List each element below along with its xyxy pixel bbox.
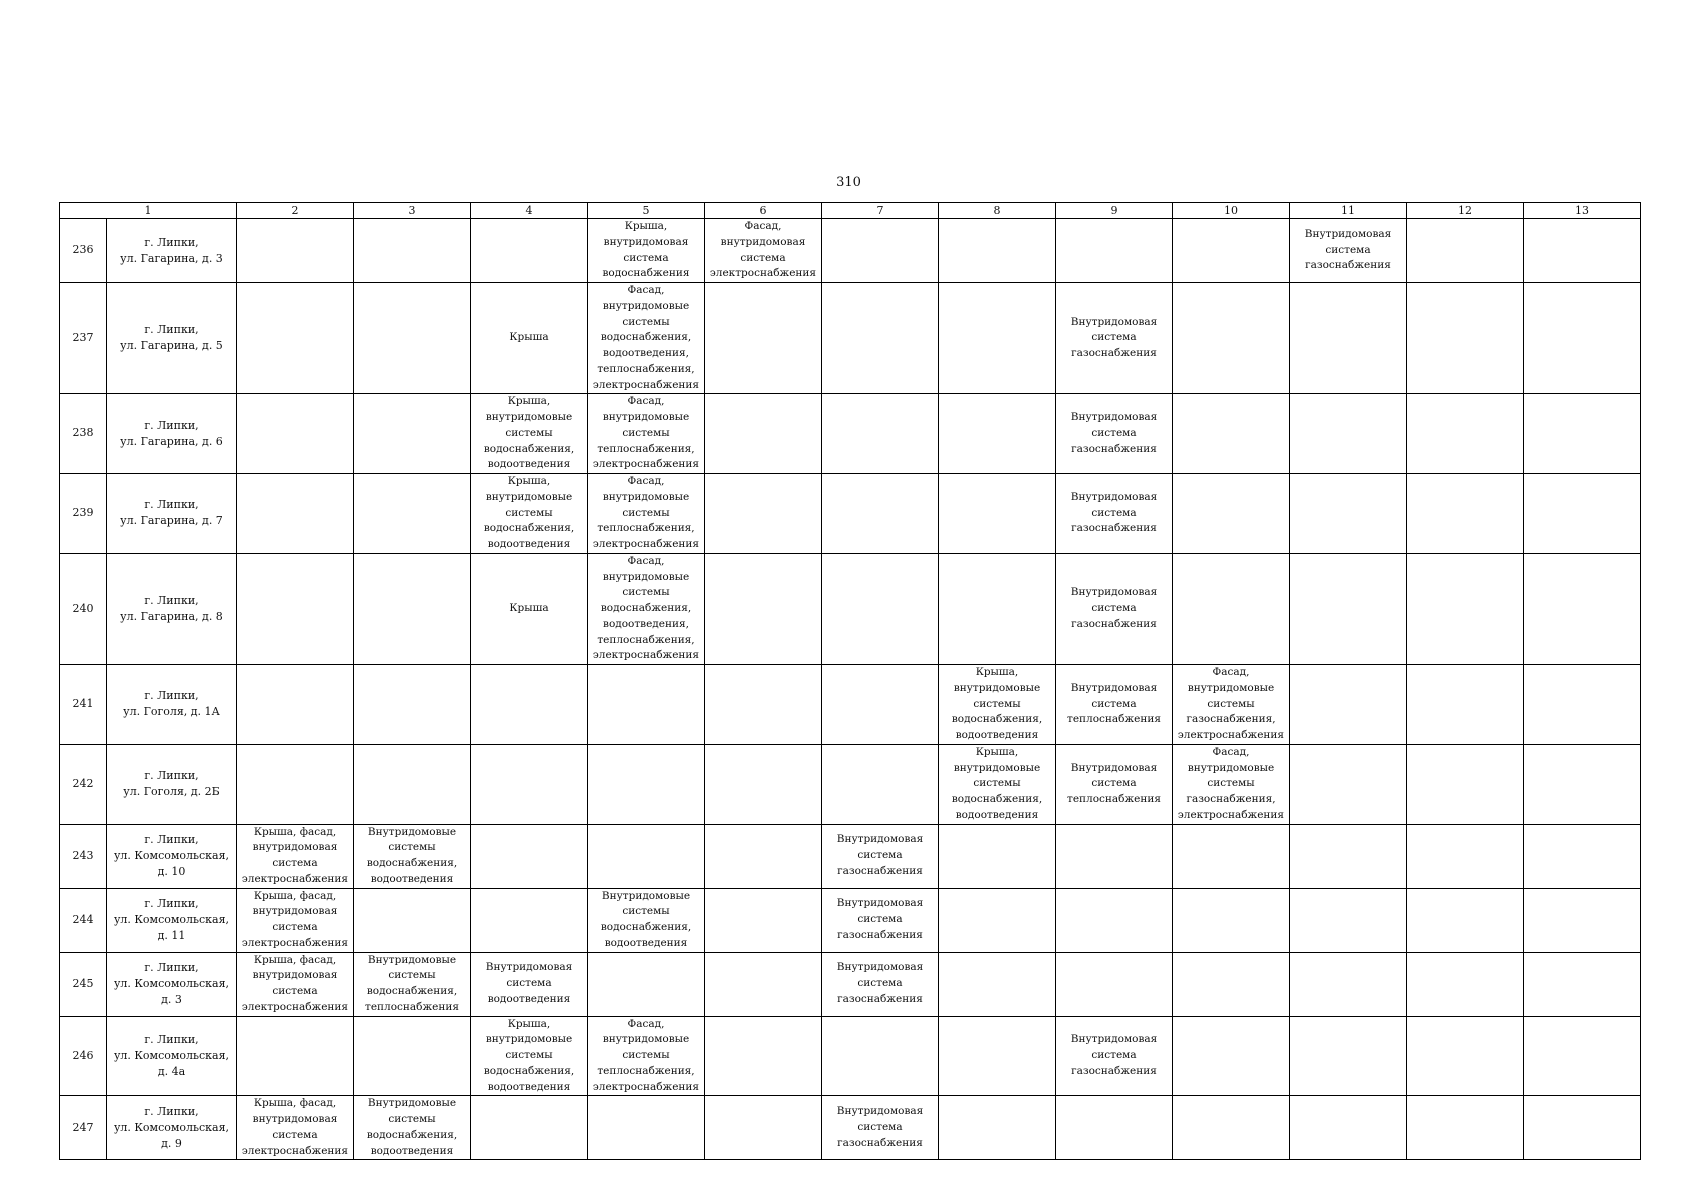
work-cell-col-8 bbox=[939, 474, 1056, 554]
work-cell-col-8 bbox=[939, 824, 1056, 888]
work-cell-col-3 bbox=[354, 283, 471, 394]
address-cell: г. Липки, ул. Гагарина, д. 8 bbox=[107, 553, 237, 664]
work-cell-col-10 bbox=[1173, 888, 1290, 952]
work-cell-col-12 bbox=[1407, 219, 1524, 283]
work-cell-col-3 bbox=[354, 888, 471, 952]
work-cell-col-13 bbox=[1524, 1016, 1641, 1096]
work-cell-col-6 bbox=[705, 665, 822, 745]
work-cell-col-7 bbox=[822, 283, 939, 394]
work-cell-col-9: Внутридомовая система газоснабжения bbox=[1056, 1016, 1173, 1096]
work-cell-col-9: Внутридомовая система газоснабжения bbox=[1056, 283, 1173, 394]
address-cell: г. Липки, ул. Гагарина, д. 5 bbox=[107, 283, 237, 394]
address-cell: г. Липки, ул. Комсомольская, д. 11 bbox=[107, 888, 237, 952]
work-cell-col-11 bbox=[1290, 744, 1407, 824]
work-cell-col-2 bbox=[237, 474, 354, 554]
work-cell-col-13 bbox=[1524, 824, 1641, 888]
work-cell-col-6 bbox=[705, 744, 822, 824]
work-cell-col-10 bbox=[1173, 553, 1290, 664]
work-cell-col-9: Внутридомовая система теплоснабжения bbox=[1056, 744, 1173, 824]
address-cell: г. Липки, ул. Комсомольская, д. 4а bbox=[107, 1016, 237, 1096]
work-cell-col-10 bbox=[1173, 1096, 1290, 1160]
address-cell: г. Липки, ул. Комсомольская, д. 9 bbox=[107, 1096, 237, 1160]
table-row bbox=[60, 1096, 1641, 1160]
address-cell: г. Липки, ул. Комсомольская, д. 3 bbox=[107, 952, 237, 1016]
table-body bbox=[60, 203, 1641, 1160]
work-cell-col-12 bbox=[1407, 474, 1524, 554]
work-cell-col-11 bbox=[1290, 824, 1407, 888]
work-cell-col-5: Фасад, внутридомовые системы теплоснабжения, электроснабжения bbox=[588, 474, 705, 554]
work-cell-col-7 bbox=[822, 1016, 939, 1096]
address-cell: г. Липки, ул. Гагарина, д. 3 bbox=[107, 219, 237, 283]
row-number: 247 bbox=[60, 1096, 107, 1160]
work-cell-col-10 bbox=[1173, 1016, 1290, 1096]
table-row bbox=[60, 665, 1641, 745]
column-header: 12 bbox=[1407, 203, 1524, 219]
column-header: 11 bbox=[1290, 203, 1407, 219]
work-cell-col-8 bbox=[939, 553, 1056, 664]
work-cell-col-12 bbox=[1407, 665, 1524, 745]
work-cell-col-12 bbox=[1407, 952, 1524, 1016]
work-cell-col-5 bbox=[588, 952, 705, 1016]
work-cell-col-5: Внутридомовые системы водоснабжения, водоотведения bbox=[588, 888, 705, 952]
work-cell-col-10 bbox=[1173, 394, 1290, 474]
work-cell-col-4: Крыша bbox=[471, 553, 588, 664]
work-cell-col-4: Внутридомовая система водоотведения bbox=[471, 952, 588, 1016]
work-cell-col-5 bbox=[588, 824, 705, 888]
table-row bbox=[60, 553, 1641, 664]
table-row bbox=[60, 888, 1641, 952]
work-cell-col-3: Внутридомовые системы водоснабжения, водоотведения bbox=[354, 1096, 471, 1160]
work-cell-col-8 bbox=[939, 888, 1056, 952]
work-cell-col-12 bbox=[1407, 553, 1524, 664]
work-cell-col-5: Крыша, внутридомовая система водоснабжения bbox=[588, 219, 705, 283]
work-cell-col-13 bbox=[1524, 744, 1641, 824]
work-cell-col-4 bbox=[471, 824, 588, 888]
work-cell-col-4: Крыша, внутридомовые системы водоснабжения, водоотведения bbox=[471, 394, 588, 474]
column-header: 6 bbox=[705, 203, 822, 219]
work-cell-col-13 bbox=[1524, 1096, 1641, 1160]
work-cell-col-4 bbox=[471, 888, 588, 952]
work-cell-col-13 bbox=[1524, 219, 1641, 283]
work-cell-col-7 bbox=[822, 474, 939, 554]
address-cell: г. Липки, ул. Гоголя, д. 1А bbox=[107, 665, 237, 745]
table-row bbox=[60, 824, 1641, 888]
work-cell-col-9: Внутридомовая система теплоснабжения bbox=[1056, 665, 1173, 745]
work-cell-col-6 bbox=[705, 283, 822, 394]
work-cell-col-13 bbox=[1524, 553, 1641, 664]
work-cell-col-4: Крыша, внутридомовые системы водоснабжения, водоотведения bbox=[471, 1016, 588, 1096]
work-cell-col-8 bbox=[939, 952, 1056, 1016]
work-cell-col-12 bbox=[1407, 1016, 1524, 1096]
column-header: 4 bbox=[471, 203, 588, 219]
work-cell-col-4 bbox=[471, 219, 588, 283]
work-cell-col-4: Крыша, внутридомовые системы водоснабжения, водоотведения bbox=[471, 474, 588, 554]
column-header-row bbox=[60, 203, 1641, 219]
work-cell-col-10 bbox=[1173, 219, 1290, 283]
row-number: 243 bbox=[60, 824, 107, 888]
work-cell-col-9 bbox=[1056, 952, 1173, 1016]
work-cell-col-12 bbox=[1407, 744, 1524, 824]
row-number: 237 bbox=[60, 283, 107, 394]
work-cell-col-9 bbox=[1056, 219, 1173, 283]
work-cell-col-11 bbox=[1290, 1016, 1407, 1096]
column-header: 2 bbox=[237, 203, 354, 219]
work-cell-col-5 bbox=[588, 744, 705, 824]
work-cell-col-12 bbox=[1407, 394, 1524, 474]
work-cell-col-8 bbox=[939, 219, 1056, 283]
work-cell-col-2 bbox=[237, 553, 354, 664]
work-cell-col-4 bbox=[471, 1096, 588, 1160]
work-cell-col-11 bbox=[1290, 665, 1407, 745]
work-cell-col-3 bbox=[354, 553, 471, 664]
work-cell-col-7 bbox=[822, 394, 939, 474]
work-cell-col-2 bbox=[237, 665, 354, 745]
work-cell-col-5: Фасад, внутридомовые системы теплоснабжения, электроснабжения bbox=[588, 1016, 705, 1096]
work-cell-col-11 bbox=[1290, 952, 1407, 1016]
work-cell-col-3 bbox=[354, 394, 471, 474]
work-cell-col-12 bbox=[1407, 824, 1524, 888]
work-cell-col-9 bbox=[1056, 888, 1173, 952]
work-cell-col-7 bbox=[822, 553, 939, 664]
row-number: 236 bbox=[60, 219, 107, 283]
work-cell-col-13 bbox=[1524, 394, 1641, 474]
column-header: 3 bbox=[354, 203, 471, 219]
work-cell-col-4: Крыша bbox=[471, 283, 588, 394]
work-cell-col-2 bbox=[237, 1016, 354, 1096]
column-header: 10 bbox=[1173, 203, 1290, 219]
work-cell-col-11 bbox=[1290, 394, 1407, 474]
work-cell-col-8: Крыша, внутридомовые системы водоснабжения, водоотведения bbox=[939, 744, 1056, 824]
work-cell-col-2: Крыша, фасад, внутридомовая система электроснабжения bbox=[237, 952, 354, 1016]
table-row bbox=[60, 952, 1641, 1016]
work-cell-col-5 bbox=[588, 665, 705, 745]
table-row bbox=[60, 1016, 1641, 1096]
row-number: 242 bbox=[60, 744, 107, 824]
work-cell-col-10 bbox=[1173, 283, 1290, 394]
table-row bbox=[60, 394, 1641, 474]
repair-schedule-table bbox=[59, 202, 1641, 1160]
work-cell-col-10 bbox=[1173, 474, 1290, 554]
work-cell-col-10: Фасад, внутридомовые системы газоснабжения, электроснабжения bbox=[1173, 665, 1290, 745]
address-cell: г. Липки, ул. Комсомольская, д. 10 bbox=[107, 824, 237, 888]
work-cell-col-7 bbox=[822, 219, 939, 283]
table-row bbox=[60, 219, 1641, 283]
work-cell-col-10 bbox=[1173, 824, 1290, 888]
work-cell-col-6 bbox=[705, 888, 822, 952]
address-cell: г. Липки, ул. Гагарина, д. 6 bbox=[107, 394, 237, 474]
work-cell-col-7 bbox=[822, 665, 939, 745]
work-cell-col-7 bbox=[822, 744, 939, 824]
work-cell-col-10 bbox=[1173, 952, 1290, 1016]
work-cell-col-8 bbox=[939, 283, 1056, 394]
work-cell-col-3 bbox=[354, 665, 471, 745]
work-cell-col-3 bbox=[354, 744, 471, 824]
table-row bbox=[60, 744, 1641, 824]
work-cell-col-11 bbox=[1290, 553, 1407, 664]
work-cell-col-3 bbox=[354, 474, 471, 554]
row-number: 244 bbox=[60, 888, 107, 952]
column-header: 5 bbox=[588, 203, 705, 219]
work-cell-col-9: Внутридомовая система газоснабжения bbox=[1056, 474, 1173, 554]
work-cell-col-6: Фасад, внутридомовая система электроснабжения bbox=[705, 219, 822, 283]
work-cell-col-11 bbox=[1290, 474, 1407, 554]
table-row bbox=[60, 283, 1641, 394]
column-header: 1 bbox=[60, 203, 237, 219]
work-cell-col-7: Внутридомовая система газоснабжения bbox=[822, 952, 939, 1016]
work-cell-col-13 bbox=[1524, 283, 1641, 394]
work-cell-col-8 bbox=[939, 1096, 1056, 1160]
work-cell-col-2: Крыша, фасад, внутридомовая система электроснабжения bbox=[237, 1096, 354, 1160]
work-cell-col-9 bbox=[1056, 824, 1173, 888]
row-number: 245 bbox=[60, 952, 107, 1016]
work-cell-col-13 bbox=[1524, 474, 1641, 554]
work-cell-col-6 bbox=[705, 824, 822, 888]
work-cell-col-8: Крыша, внутридомовые системы водоснабжения, водоотведения bbox=[939, 665, 1056, 745]
work-cell-col-9 bbox=[1056, 1096, 1173, 1160]
row-number: 246 bbox=[60, 1016, 107, 1096]
row-number: 239 bbox=[60, 474, 107, 554]
work-cell-col-7: Внутридомовая система газоснабжения bbox=[822, 1096, 939, 1160]
work-cell-col-12 bbox=[1407, 1096, 1524, 1160]
column-header: 9 bbox=[1056, 203, 1173, 219]
work-cell-col-2: Крыша, фасад, внутридомовая система электроснабжения bbox=[237, 888, 354, 952]
work-cell-col-5: Фасад, внутридомовые системы водоснабжения, водоотведения, теплоснабжения, электроснабжения bbox=[588, 283, 705, 394]
work-cell-col-2 bbox=[237, 219, 354, 283]
work-cell-col-13 bbox=[1524, 665, 1641, 745]
work-cell-col-5: Фасад, внутридомовые системы теплоснабжения, электроснабжения bbox=[588, 394, 705, 474]
column-header: 13 bbox=[1524, 203, 1641, 219]
work-cell-col-2 bbox=[237, 283, 354, 394]
work-cell-col-4 bbox=[471, 744, 588, 824]
work-cell-col-7: Внутридомовая система газоснабжения bbox=[822, 888, 939, 952]
work-cell-col-12 bbox=[1407, 888, 1524, 952]
work-cell-col-6 bbox=[705, 394, 822, 474]
row-number: 241 bbox=[60, 665, 107, 745]
work-cell-col-3 bbox=[354, 219, 471, 283]
work-cell-col-6 bbox=[705, 952, 822, 1016]
work-cell-col-8 bbox=[939, 1016, 1056, 1096]
address-cell: г. Липки, ул. Гоголя, д. 2Б bbox=[107, 744, 237, 824]
work-cell-col-2 bbox=[237, 744, 354, 824]
work-cell-col-5: Фасад, внутридомовые системы водоснабжения, водоотведения, теплоснабжения, электроснабжения bbox=[588, 553, 705, 664]
work-cell-col-11 bbox=[1290, 1096, 1407, 1160]
work-cell-col-5 bbox=[588, 1096, 705, 1160]
work-cell-col-9: Внутридомовая система газоснабжения bbox=[1056, 553, 1173, 664]
column-header: 7 bbox=[822, 203, 939, 219]
work-cell-col-4 bbox=[471, 665, 588, 745]
work-cell-col-2 bbox=[237, 394, 354, 474]
work-cell-col-12 bbox=[1407, 283, 1524, 394]
work-cell-col-2: Крыша, фасад, внутридомовая система электроснабжения bbox=[237, 824, 354, 888]
work-cell-col-11: Внутридомовая система газоснабжения bbox=[1290, 219, 1407, 283]
work-cell-col-6 bbox=[705, 474, 822, 554]
work-cell-col-6 bbox=[705, 553, 822, 664]
work-cell-col-3: Внутридомовые системы водоснабжения, водоотведения bbox=[354, 824, 471, 888]
page-number: 310 bbox=[836, 175, 861, 190]
row-number: 238 bbox=[60, 394, 107, 474]
work-cell-col-11 bbox=[1290, 283, 1407, 394]
table-row bbox=[60, 474, 1641, 554]
row-number: 240 bbox=[60, 553, 107, 664]
work-cell-col-3 bbox=[354, 1016, 471, 1096]
work-cell-col-11 bbox=[1290, 888, 1407, 952]
address-cell: г. Липки, ул. Гагарина, д. 7 bbox=[107, 474, 237, 554]
work-cell-col-6 bbox=[705, 1016, 822, 1096]
work-cell-col-13 bbox=[1524, 952, 1641, 1016]
work-cell-col-6 bbox=[705, 1096, 822, 1160]
column-header: 8 bbox=[939, 203, 1056, 219]
work-cell-col-10: Фасад, внутридомовые системы газоснабжения, электроснабжения bbox=[1173, 744, 1290, 824]
work-cell-col-8 bbox=[939, 394, 1056, 474]
work-cell-col-3: Внутридомовые системы водоснабжения, теплоснабжения bbox=[354, 952, 471, 1016]
work-cell-col-9: Внутридомовая система газоснабжения bbox=[1056, 394, 1173, 474]
work-cell-col-13 bbox=[1524, 888, 1641, 952]
work-cell-col-7: Внутридомовая система газоснабжения bbox=[822, 824, 939, 888]
